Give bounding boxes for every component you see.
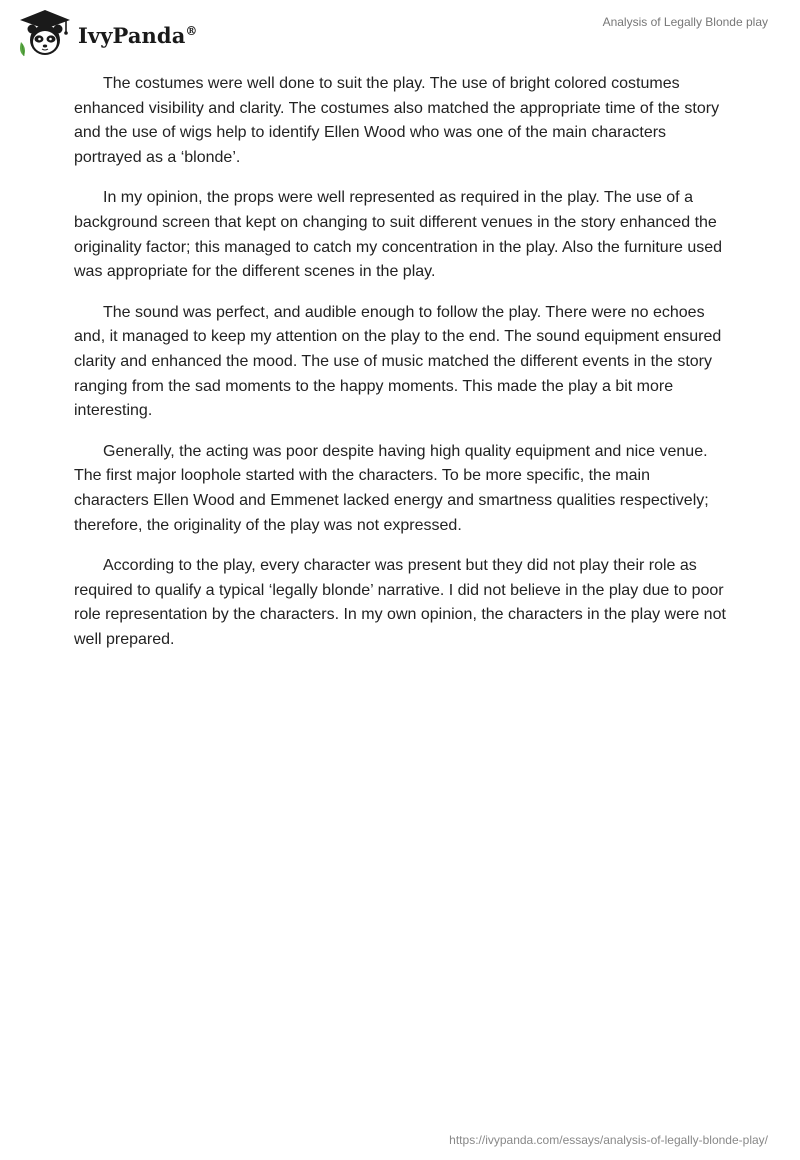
brand-logo[interactable] bbox=[16, 8, 198, 58]
essay-body bbox=[74, 72, 728, 668]
panda-graduate-icon bbox=[16, 8, 74, 58]
document-title: Analysis of Legally Blonde play bbox=[602, 15, 768, 29]
paragraph-costumes: The costumes were well done to suit the play. The use of bright colored costumes enhanced visibility and clarity. The costumes also matched the appropriate time of the story and the use of wigs help to identify Ellen Wood who was one of the main characters portrayed as a ‘blonde’. bbox=[74, 75, 720, 166]
paragraph-props: In my opinion, the props were well represented as required in the play. The use of a background screen that kept on changing to suit different venues in the story enhanced the originality factor; this managed to catch my concentration in the play. Also the furniture used was appropriate for the different scenes in the play. bbox=[74, 189, 723, 281]
paragraph-sound: The sound was perfect, and audible enough to follow the play. There were no echoes and, it managed to keep my attention on the play to the end. The sound equipment ensured clarity and enhanced the mood. The use of music matched the different events in the story ranging from the sad moments to the happy moments. This made the play a bit more interesting. bbox=[74, 303, 722, 420]
brand-name: IvyPanda® bbox=[78, 22, 198, 48]
footer-url-link[interactable]: https://ivypanda.com/essays/analysis-of-legally-blonde-play/ bbox=[449, 1133, 768, 1147]
paragraph-characters: According to the play, every character was present but they did not play their role as required to qualify a typical ‘legally blonde’ narrative. I did not believe in the play due to poor role representation by the characters. In my own opinion, the characters in the play were not well prepared. bbox=[74, 557, 726, 648]
paragraph-acting: Generally, the acting was poor despite having high quality equipment and nice venue. The first major loophole started with the characters. To be more specific, the main characters Ellen Wood and Emmenet lacked energy and smartness qualities respectively; therefore, the originality of the play was not expressed. bbox=[74, 442, 709, 534]
registered-mark: ® bbox=[185, 23, 198, 38]
page-header bbox=[0, 0, 800, 70]
